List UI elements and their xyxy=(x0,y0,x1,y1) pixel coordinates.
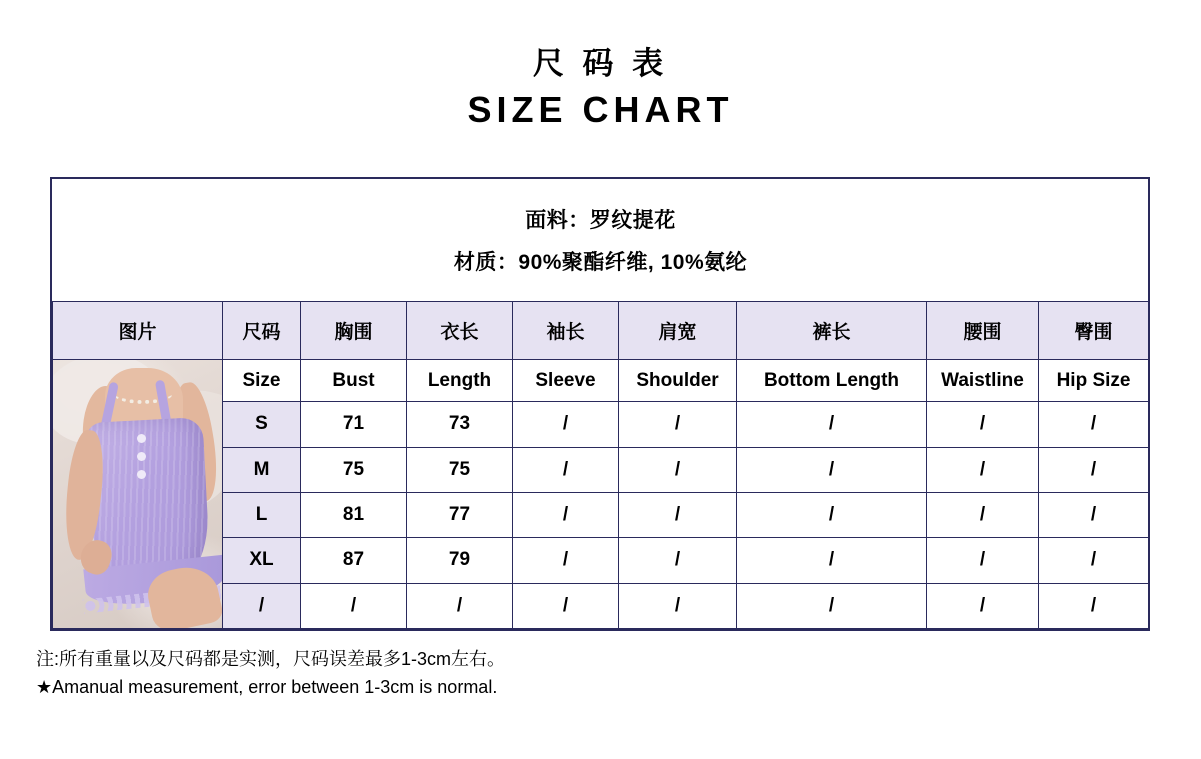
cell-sleeve: / xyxy=(513,402,619,447)
cell-bust: 71 xyxy=(301,402,407,447)
page-title-cn: 尺 码 表 xyxy=(532,46,669,81)
cell-bottom-length: / xyxy=(737,402,927,447)
header-cn-hip-size: 臀围 xyxy=(1039,302,1149,360)
header-row-en xyxy=(53,360,1149,402)
cell-hip-size: / xyxy=(1039,447,1149,492)
product-image-cell xyxy=(53,360,223,629)
cell-shoulder: / xyxy=(619,583,737,628)
cell-bottom-length: / xyxy=(737,538,927,583)
cell-shoulder: / xyxy=(619,447,737,492)
header-en-sleeve: Sleeve xyxy=(513,360,619,402)
cell-hip-size: / xyxy=(1039,583,1149,628)
cell-size: / xyxy=(223,583,301,628)
cell-waistline: / xyxy=(927,447,1039,492)
header-en-bottom-length: Bottom Length xyxy=(737,360,927,402)
cell-length: 75 xyxy=(407,447,513,492)
cell-bust: 87 xyxy=(301,538,407,583)
size-chart-table xyxy=(52,179,1149,629)
header-en-waistline: Waistline xyxy=(927,360,1039,402)
cell-shoulder: / xyxy=(619,538,737,583)
header-cn-waistline: 腰围 xyxy=(927,302,1039,360)
cell-sleeve: / xyxy=(513,583,619,628)
header-en-length: Length xyxy=(407,360,513,402)
cell-length: 79 xyxy=(407,538,513,583)
cell-length: / xyxy=(407,583,513,628)
cell-size: M xyxy=(223,447,301,492)
header-cn-bust: 胸围 xyxy=(301,302,407,360)
cell-hip-size: / xyxy=(1039,402,1149,447)
header-cn-sleeve: 袖长 xyxy=(513,302,619,360)
cell-length: 73 xyxy=(407,402,513,447)
cell-size: XL xyxy=(223,538,301,583)
cell-sleeve: / xyxy=(513,447,619,492)
cell-waistline: / xyxy=(927,402,1039,447)
cell-sleeve: / xyxy=(513,538,619,583)
note-cn: 注:所有重量以及尺码都是实测，尺码误差最多1-3cm左右。 xyxy=(36,649,506,669)
cell-bottom-length: / xyxy=(737,583,927,628)
cell-length: 77 xyxy=(407,492,513,537)
cell-bottom-length: / xyxy=(737,492,927,537)
cell-bust: 81 xyxy=(301,492,407,537)
product-photo xyxy=(53,360,222,628)
cell-waistline: / xyxy=(927,492,1039,537)
fabric-info-cell xyxy=(53,179,1149,302)
header-cn-bottom-length: 裤长 xyxy=(737,302,927,360)
cell-shoulder: / xyxy=(619,492,737,537)
cell-hip-size: / xyxy=(1039,538,1149,583)
cell-sleeve: / xyxy=(513,492,619,537)
header-en-hip-size: Hip Size xyxy=(1039,360,1149,402)
page-title-en: SIZE CHART xyxy=(467,89,734,130)
cell-waistline: / xyxy=(927,538,1039,583)
header-cn-shoulder: 肩宽 xyxy=(619,302,737,360)
fabric-info-row xyxy=(53,179,1149,302)
cell-hip-size: / xyxy=(1039,492,1149,537)
cell-waistline: / xyxy=(927,583,1039,628)
cell-bust: 75 xyxy=(301,447,407,492)
header-cn-length: 衣长 xyxy=(407,302,513,360)
title-block xyxy=(0,0,1201,132)
fabric-line: 面料：罗纹提花 xyxy=(525,209,676,232)
cell-size: S xyxy=(223,402,301,447)
cell-bust: / xyxy=(301,583,407,628)
material-line: 材质：90%聚酯纤维, 10%氨纶 xyxy=(453,251,748,274)
header-cn-size: 尺码 xyxy=(223,302,301,360)
note-en: ★Amanual measurement, error between 1-3cm is normal. xyxy=(36,677,498,697)
cell-size: L xyxy=(223,492,301,537)
cell-bottom-length: / xyxy=(737,447,927,492)
cell-shoulder: / xyxy=(619,402,737,447)
notes-block xyxy=(36,645,936,701)
header-en-bust: Bust xyxy=(301,360,407,402)
header-row-cn xyxy=(53,302,1149,360)
header-en-shoulder: Shoulder xyxy=(619,360,737,402)
size-chart-table-wrap xyxy=(50,177,1150,631)
header-en-size: Size xyxy=(223,360,301,402)
header-cn-image: 图片 xyxy=(53,302,223,360)
